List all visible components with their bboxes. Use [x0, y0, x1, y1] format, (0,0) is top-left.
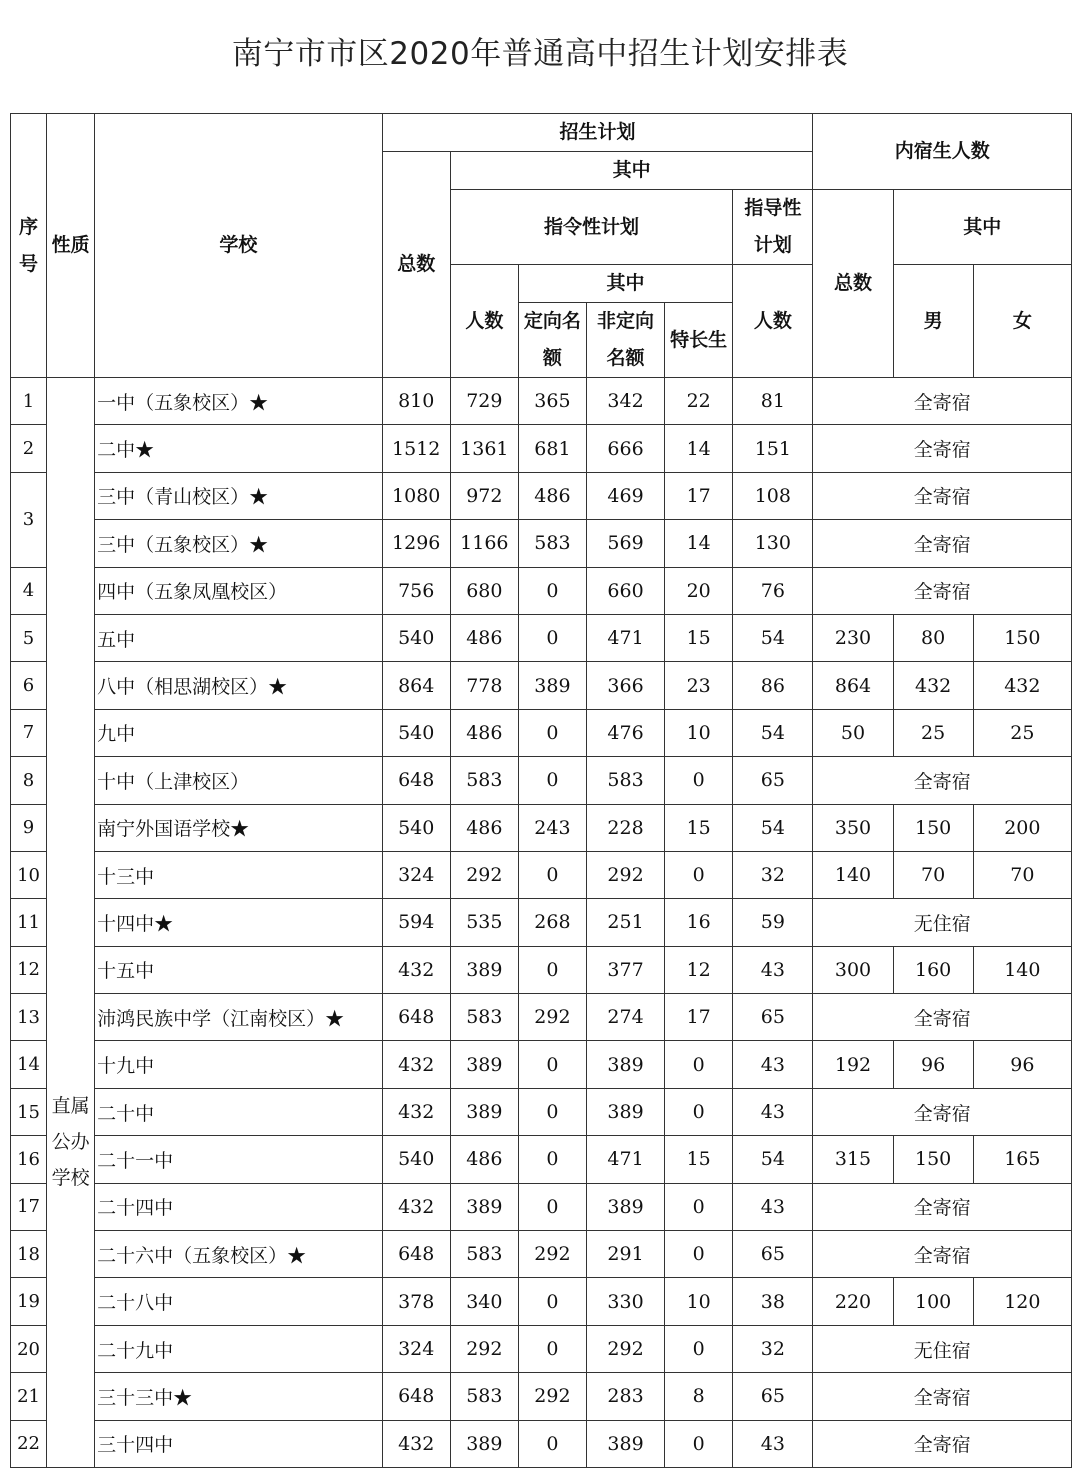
- cell-guidance: 86: [733, 662, 813, 709]
- cell-targeted: 0: [518, 709, 586, 756]
- cell-non-targeted: 291: [586, 1231, 664, 1278]
- cell-count: 389: [450, 1041, 518, 1088]
- cell-targeted: 486: [518, 472, 586, 519]
- cell-non-targeted: 342: [586, 378, 664, 425]
- cell-boarding-note: 全寄宿: [813, 520, 1072, 567]
- cell-female: 200: [973, 804, 1071, 851]
- cell-male: 150: [893, 804, 973, 851]
- cell-targeted: 292: [518, 1373, 586, 1420]
- cell-school: 十五中: [95, 946, 383, 993]
- enrollment-table: [10, 113, 1072, 1468]
- cell-special: 15: [665, 1136, 733, 1183]
- cell-targeted: 292: [518, 1231, 586, 1278]
- cell-school: 二十一中: [95, 1136, 383, 1183]
- cell-non-targeted: 228: [586, 804, 664, 851]
- cell-seq: 3: [11, 472, 47, 567]
- cell-seq: 9: [11, 804, 47, 851]
- cell-guidance: 32: [733, 1325, 813, 1372]
- cell-special: 15: [665, 614, 733, 661]
- cell-non-targeted: 389: [586, 1420, 664, 1467]
- cell-school: 十中（上津校区）: [95, 757, 383, 804]
- table-row: [11, 1136, 1072, 1183]
- cell-guidance: 59: [733, 899, 813, 946]
- cell-school: 沛鸿民族中学（江南校区）★: [95, 994, 383, 1041]
- cell-targeted: 0: [518, 1041, 586, 1088]
- cell-boarding-total: 50: [813, 709, 893, 756]
- cell-special: 22: [665, 378, 733, 425]
- cell-seq: 17: [11, 1183, 47, 1230]
- cell-non-targeted: 389: [586, 1041, 664, 1088]
- cell-total: 432: [382, 1183, 450, 1230]
- cell-boarding-note: 全寄宿: [813, 567, 1072, 614]
- cell-seq: 21: [11, 1373, 47, 1420]
- cell-special: 17: [665, 994, 733, 1041]
- cell-seq: 15: [11, 1088, 47, 1135]
- cell-targeted: 243: [518, 804, 586, 851]
- cell-special: 16: [665, 899, 733, 946]
- cell-targeted: 0: [518, 757, 586, 804]
- cell-targeted: 0: [518, 1420, 586, 1467]
- cell-seq: 2: [11, 425, 47, 472]
- cell-total: 648: [382, 1373, 450, 1420]
- table-body: [11, 114, 1072, 1468]
- cell-boarding-note: 无住宿: [813, 1325, 1072, 1372]
- table-row: [11, 1041, 1072, 1088]
- cell-count: 292: [450, 851, 518, 898]
- cell-non-targeted: 569: [586, 520, 664, 567]
- cell-targeted: 0: [518, 1183, 586, 1230]
- cell-school: 南宁外国语学校★: [95, 804, 383, 851]
- table-row: [11, 1088, 1072, 1135]
- cell-special: 0: [665, 1231, 733, 1278]
- table-row: [11, 946, 1072, 993]
- cell-guidance: 43: [733, 1088, 813, 1135]
- cell-school: 五中: [95, 614, 383, 661]
- cell-count: 1166: [450, 520, 518, 567]
- cell-count: 486: [450, 614, 518, 661]
- header-among: 其中: [450, 152, 813, 190]
- table-row: [11, 378, 1072, 425]
- cell-seq: 16: [11, 1136, 47, 1183]
- header-targeted-1: 定向名: [523, 310, 581, 332]
- cell-female: 70: [973, 851, 1071, 898]
- cell-non-targeted: 389: [586, 1088, 664, 1135]
- table-row: [11, 472, 1072, 519]
- cell-boarding-total: 140: [813, 851, 893, 898]
- header-row-1: [11, 114, 1072, 152]
- cell-school: 三中（青山校区）★: [95, 472, 383, 519]
- cell-female: 96: [973, 1041, 1071, 1088]
- cell-seq: 12: [11, 946, 47, 993]
- cell-special: 0: [665, 757, 733, 804]
- cell-boarding-note: 全寄宿: [813, 1183, 1072, 1230]
- cell-boarding-total: 192: [813, 1041, 893, 1088]
- header-female: 女: [973, 265, 1071, 378]
- cell-total: 594: [382, 899, 450, 946]
- cell-non-targeted: 389: [586, 1183, 664, 1230]
- cell-school: 三十三中★: [95, 1373, 383, 1420]
- cell-seq: 5: [11, 614, 47, 661]
- header-boarding: 内宿生人数: [813, 114, 1072, 190]
- cell-seq: 14: [11, 1041, 47, 1088]
- cell-non-targeted: 583: [586, 757, 664, 804]
- cell-total: 432: [382, 1420, 450, 1467]
- cell-count: 583: [450, 1231, 518, 1278]
- cell-guidance: 108: [733, 472, 813, 519]
- cell-male: 432: [893, 662, 973, 709]
- cell-special: 0: [665, 1041, 733, 1088]
- cell-total: 324: [382, 1325, 450, 1372]
- cell-guidance: 65: [733, 1373, 813, 1420]
- cell-non-targeted: 471: [586, 1136, 664, 1183]
- cell-count: 486: [450, 804, 518, 851]
- cell-female: 25: [973, 709, 1071, 756]
- cell-female: 150: [973, 614, 1071, 661]
- cell-count: 292: [450, 1325, 518, 1372]
- cell-school: 二中★: [95, 425, 383, 472]
- cell-total: 1512: [382, 425, 450, 472]
- cell-male: 150: [893, 1136, 973, 1183]
- cell-count: 340: [450, 1278, 518, 1325]
- cell-count: 680: [450, 567, 518, 614]
- cell-count: 486: [450, 1136, 518, 1183]
- cell-school: 二十八中: [95, 1278, 383, 1325]
- cell-total: 540: [382, 804, 450, 851]
- cell-school: 一中（五象校区）★: [95, 378, 383, 425]
- cell-targeted: 268: [518, 899, 586, 946]
- cell-total: 432: [382, 1088, 450, 1135]
- cell-special: 15: [665, 804, 733, 851]
- cell-non-targeted: 471: [586, 614, 664, 661]
- cell-guidance: 54: [733, 1136, 813, 1183]
- header-nature: 性质: [47, 114, 95, 378]
- cell-non-targeted: 274: [586, 994, 664, 1041]
- cell-targeted: 0: [518, 1136, 586, 1183]
- cell-boarding-total: 300: [813, 946, 893, 993]
- cell-boarding-note: 全寄宿: [813, 425, 1072, 472]
- cell-special: 8: [665, 1373, 733, 1420]
- cell-special: 0: [665, 851, 733, 898]
- header-non-targeted-2: 名额: [606, 347, 645, 369]
- cell-boarding-note: 全寄宿: [813, 1373, 1072, 1420]
- cell-guidance: 38: [733, 1278, 813, 1325]
- cell-total: 378: [382, 1278, 450, 1325]
- cell-targeted: 0: [518, 851, 586, 898]
- cell-special: 14: [665, 520, 733, 567]
- cell-non-targeted: 469: [586, 472, 664, 519]
- cell-count: 535: [450, 899, 518, 946]
- cell-guidance: 43: [733, 1041, 813, 1088]
- cell-special: 10: [665, 1278, 733, 1325]
- header-seq-1: 序: [19, 215, 39, 238]
- cell-total: 810: [382, 378, 450, 425]
- cell-guidance: 54: [733, 804, 813, 851]
- table-row: [11, 851, 1072, 898]
- cell-boarding-note: 全寄宿: [813, 994, 1072, 1041]
- cell-seq: 22: [11, 1420, 47, 1467]
- header-school: 学校: [95, 114, 383, 378]
- cell-count: 972: [450, 472, 518, 519]
- cell-seq: 8: [11, 757, 47, 804]
- header-among3: 其中: [893, 190, 1071, 265]
- cell-school: 九中: [95, 709, 383, 756]
- cell-count: 583: [450, 1373, 518, 1420]
- cell-male: 96: [893, 1041, 973, 1088]
- cell-non-targeted: 251: [586, 899, 664, 946]
- cell-school: 二十六中（五象校区）★: [95, 1231, 383, 1278]
- header-count2: 人数: [733, 265, 813, 378]
- header-special: 特长生: [665, 303, 733, 378]
- cell-male: 80: [893, 614, 973, 661]
- cell-boarding-note: 全寄宿: [813, 472, 1072, 519]
- cell-seq: 7: [11, 709, 47, 756]
- header-total: 总数: [382, 152, 450, 378]
- cell-targeted: 0: [518, 1278, 586, 1325]
- header-guidance: [733, 190, 813, 265]
- cell-guidance: 65: [733, 994, 813, 1041]
- cell-targeted: 0: [518, 946, 586, 993]
- cell-guidance: 54: [733, 614, 813, 661]
- table-row: [11, 757, 1072, 804]
- cell-special: 0: [665, 1325, 733, 1372]
- cell-non-targeted: 292: [586, 1325, 664, 1372]
- cell-seq: 10: [11, 851, 47, 898]
- table-row: [11, 662, 1072, 709]
- cell-total: 648: [382, 1231, 450, 1278]
- cell-total: 756: [382, 567, 450, 614]
- cell-total: 648: [382, 757, 450, 804]
- cell-boarding-total: 315: [813, 1136, 893, 1183]
- header-targeted-2: 额: [542, 347, 562, 369]
- cell-total: 432: [382, 946, 450, 993]
- cell-targeted: 0: [518, 1325, 586, 1372]
- cell-guidance: 43: [733, 1420, 813, 1467]
- cell-school: 十九中: [95, 1041, 383, 1088]
- cell-guidance: 76: [733, 567, 813, 614]
- cell-guidance: 43: [733, 946, 813, 993]
- cell-non-targeted: 366: [586, 662, 664, 709]
- cell-seq: 11: [11, 899, 47, 946]
- cell-total: 540: [382, 709, 450, 756]
- cell-targeted: 0: [518, 614, 586, 661]
- cell-boarding-total: 230: [813, 614, 893, 661]
- header-directive: 指令性计划: [450, 190, 732, 265]
- cell-guidance: 130: [733, 520, 813, 567]
- cell-targeted: 389: [518, 662, 586, 709]
- cell-non-targeted: 330: [586, 1278, 664, 1325]
- cell-seq: 6: [11, 662, 47, 709]
- table-row: [11, 425, 1072, 472]
- cell-school: 四中（五象凤凰校区）: [95, 567, 383, 614]
- cell-total: 1296: [382, 520, 450, 567]
- table-row: [11, 899, 1072, 946]
- cell-total: 540: [382, 1136, 450, 1183]
- cell-female: 432: [973, 662, 1071, 709]
- cell-targeted: 365: [518, 378, 586, 425]
- cell-school: 三中（五象校区）★: [95, 520, 383, 567]
- cell-count: 729: [450, 378, 518, 425]
- table-row: [11, 1278, 1072, 1325]
- cell-special: 23: [665, 662, 733, 709]
- cell-count: 486: [450, 709, 518, 756]
- page-title: 南宁市市区2020年普通高中招生计划安排表: [231, 36, 849, 72]
- cell-nature: [47, 378, 95, 1468]
- cell-count: 389: [450, 946, 518, 993]
- cell-boarding-note: 全寄宿: [813, 378, 1072, 425]
- cell-count: 583: [450, 757, 518, 804]
- cell-seq: 19: [11, 1278, 47, 1325]
- cell-non-targeted: 660: [586, 567, 664, 614]
- header-non-targeted: [586, 303, 664, 378]
- cell-boarding-note: 全寄宿: [813, 1420, 1072, 1467]
- cell-female: 120: [973, 1278, 1071, 1325]
- cell-count: 389: [450, 1420, 518, 1467]
- cell-total: 324: [382, 851, 450, 898]
- cell-seq: 4: [11, 567, 47, 614]
- cell-count: 389: [450, 1088, 518, 1135]
- cell-boarding-total: 864: [813, 662, 893, 709]
- cell-boarding-note: 全寄宿: [813, 1231, 1072, 1278]
- cell-total: 648: [382, 994, 450, 1041]
- cell-non-targeted: 377: [586, 946, 664, 993]
- cell-non-targeted: 666: [586, 425, 664, 472]
- cell-school: 十四中★: [95, 899, 383, 946]
- cell-male: 100: [893, 1278, 973, 1325]
- cell-boarding-note: 无住宿: [813, 899, 1072, 946]
- cell-count: 1361: [450, 425, 518, 472]
- cell-guidance: 81: [733, 378, 813, 425]
- header-seq: [11, 114, 47, 378]
- cell-guidance: 43: [733, 1183, 813, 1230]
- cell-male: 160: [893, 946, 973, 993]
- cell-non-targeted: 283: [586, 1373, 664, 1420]
- cell-male: 70: [893, 851, 973, 898]
- table-row: [11, 1420, 1072, 1467]
- cell-non-targeted: 476: [586, 709, 664, 756]
- table-row: [11, 1325, 1072, 1372]
- table-row: [11, 1373, 1072, 1420]
- cell-special: 0: [665, 1088, 733, 1135]
- cell-targeted: 292: [518, 994, 586, 1041]
- cell-school: 八中（相思湖校区）★: [95, 662, 383, 709]
- cell-special: 0: [665, 1183, 733, 1230]
- cell-boarding-total: 350: [813, 804, 893, 851]
- cell-special: 20: [665, 567, 733, 614]
- header-plan: 招生计划: [382, 114, 813, 152]
- cell-school: 十三中: [95, 851, 383, 898]
- cell-male: 25: [893, 709, 973, 756]
- nature-label: 直属公办学校: [51, 1095, 90, 1190]
- cell-total: 864: [382, 662, 450, 709]
- cell-non-targeted: 292: [586, 851, 664, 898]
- cell-total: 1080: [382, 472, 450, 519]
- cell-seq: 18: [11, 1231, 47, 1278]
- cell-special: 10: [665, 709, 733, 756]
- header-guidance-2: 计划: [753, 234, 792, 256]
- cell-special: 12: [665, 946, 733, 993]
- cell-targeted: 583: [518, 520, 586, 567]
- cell-school: 二十中: [95, 1088, 383, 1135]
- cell-special: 17: [665, 472, 733, 519]
- cell-seq: 13: [11, 994, 47, 1041]
- header-count: 人数: [450, 265, 518, 378]
- table-row: [11, 709, 1072, 756]
- cell-total: 540: [382, 614, 450, 661]
- header-male: 男: [893, 265, 973, 378]
- table-row: [11, 994, 1072, 1041]
- table-row: [11, 520, 1072, 567]
- cell-seq: 20: [11, 1325, 47, 1372]
- cell-boarding-total: 220: [813, 1278, 893, 1325]
- cell-guidance: 151: [733, 425, 813, 472]
- cell-count: 778: [450, 662, 518, 709]
- cell-targeted: 681: [518, 425, 586, 472]
- cell-targeted: 0: [518, 1088, 586, 1135]
- table-row: [11, 567, 1072, 614]
- cell-total: 432: [382, 1041, 450, 1088]
- header-targeted: [518, 303, 586, 378]
- cell-targeted: 0: [518, 567, 586, 614]
- cell-school: 二十四中: [95, 1183, 383, 1230]
- header-among2: 其中: [518, 265, 732, 303]
- table-row: [11, 804, 1072, 851]
- cell-seq: 1: [11, 378, 47, 425]
- header-boarding-total: 总数: [813, 190, 893, 378]
- cell-school: 二十九中: [95, 1325, 383, 1372]
- cell-guidance: 32: [733, 851, 813, 898]
- cell-boarding-note: 全寄宿: [813, 757, 1072, 804]
- cell-female: 140: [973, 946, 1071, 993]
- cell-count: 583: [450, 994, 518, 1041]
- cell-guidance: 65: [733, 757, 813, 804]
- header-non-targeted-1: 非定向: [597, 310, 655, 332]
- table-row: [11, 1231, 1072, 1278]
- header-guidance-1: 指导性: [744, 197, 802, 219]
- cell-school: 三十四中: [95, 1420, 383, 1467]
- cell-guidance: 54: [733, 709, 813, 756]
- table-row: [11, 1183, 1072, 1230]
- header-seq-2: 号: [19, 252, 39, 275]
- table-row: [11, 614, 1072, 661]
- cell-female: 165: [973, 1136, 1071, 1183]
- cell-boarding-note: 全寄宿: [813, 1088, 1072, 1135]
- cell-special: 14: [665, 425, 733, 472]
- cell-count: 389: [450, 1183, 518, 1230]
- cell-special: 0: [665, 1420, 733, 1467]
- cell-guidance: 65: [733, 1231, 813, 1278]
